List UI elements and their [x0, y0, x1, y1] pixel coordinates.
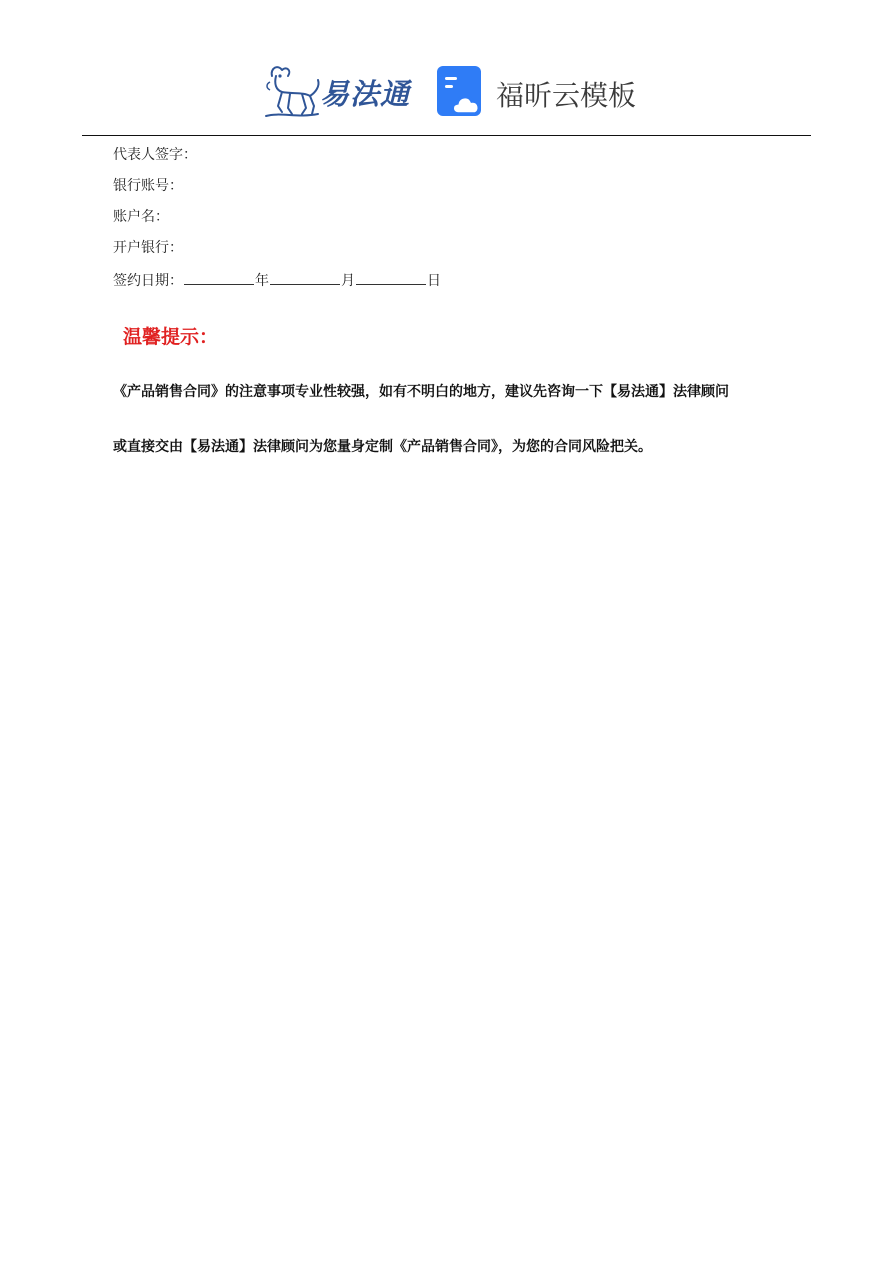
bank-name-label: 开户银行： — [113, 240, 183, 256]
signing-date-line — [113, 270, 441, 291]
day-label: 日 — [427, 273, 441, 289]
tips-paragraph-line-2: 或直接交由【易法通】法律顾问为您量身定制《产品销售合同》，为您的合同风险把关。 — [113, 439, 652, 455]
qilin-mascot-icon — [262, 62, 322, 120]
foxit-cloud-document-icon — [436, 66, 488, 118]
month-label: 月 — [341, 273, 355, 289]
foxit-template-logo-text: 福昕云模板 — [496, 79, 637, 112]
header-divider — [82, 135, 811, 136]
page-header — [0, 0, 893, 136]
foxit-template-logo — [436, 66, 636, 118]
month-blank — [270, 270, 340, 285]
account-name-label: 账户名： — [113, 209, 169, 225]
bank-account-label: 银行账号： — [113, 178, 183, 194]
yifatong-logo-text: 易法通 — [320, 77, 411, 111]
signing-date-label: 签约日期： — [113, 273, 183, 289]
year-blank — [184, 270, 254, 285]
representative-signature-label: 代表人签字： — [113, 147, 197, 163]
day-blank — [356, 270, 426, 285]
tips-title: 温馨提示： — [123, 326, 219, 348]
yifatong-logo — [262, 62, 414, 120]
tips-paragraph-line-1: 《产品销售合同》的注意事项专业性较强，如有不明白的地方，建议先咨询一下【易法通】法律顾问 — [113, 384, 729, 400]
year-label: 年 — [255, 273, 269, 289]
